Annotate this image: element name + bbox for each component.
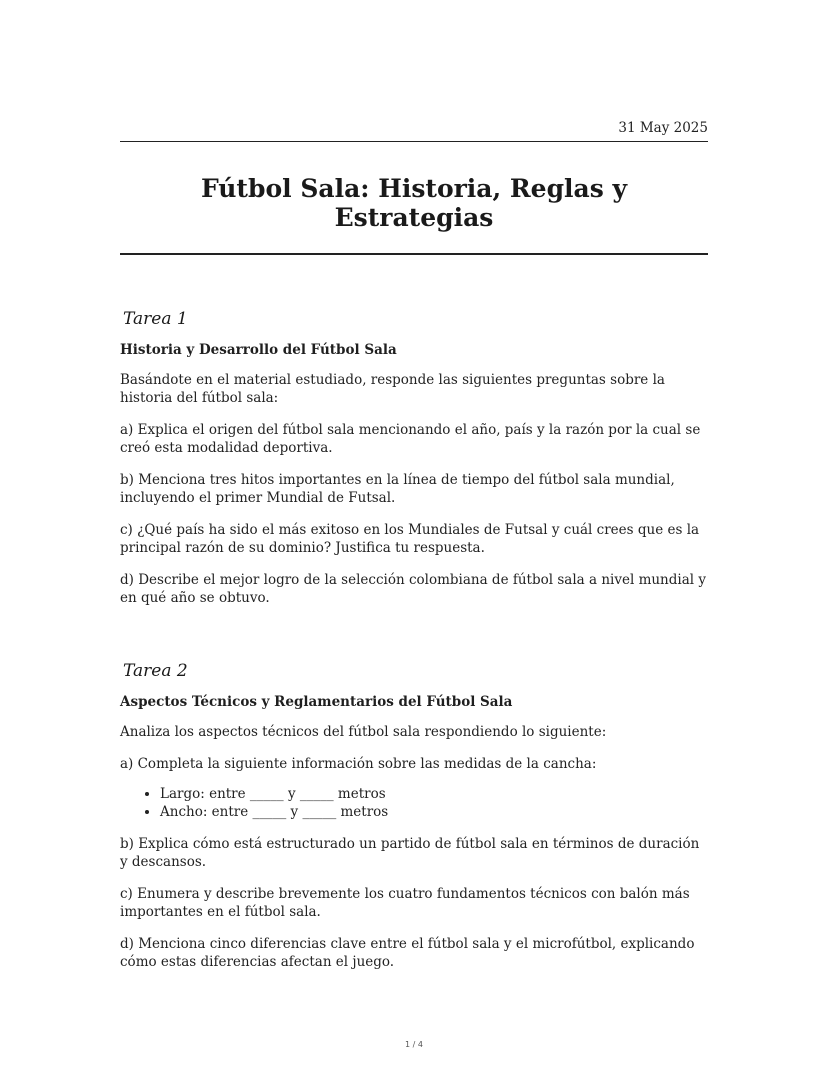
- measure-length-item: • Largo: entre _____ y _____ metros: [160, 785, 708, 803]
- court-measures-list: [120, 785, 708, 821]
- task-1-question-d: d) Describe el mejor logro de la selección colombiana de fútbol sala a nivel mundial y en qué año se obtuvo.: [120, 572, 706, 606]
- task-1-label: Tarea 1: [123, 309, 188, 329]
- page-number: 1 / 4: [405, 1040, 423, 1049]
- measure-width-item: • Ancho: entre _____ y _____ metros: [160, 803, 708, 821]
- document-title: Fútbol Sala: Historia, Reglas y Estrategias: [200, 174, 628, 232]
- header-divider: [120, 141, 708, 142]
- task-2-question-d: d) Menciona cinco diferencias clave entre el fútbol sala y el microfútbol, explicando cómo estas diferencias afectan el juego.: [120, 936, 695, 970]
- task-1-question-a: a) Explica el origen del fútbol sala mencionando el año, país y la razón por la cual se creó esta modalidad deportiva.: [120, 422, 701, 456]
- document-date: 31 May 2025: [618, 120, 708, 136]
- task-1-section: [120, 309, 708, 621]
- task-2-intro: Analiza los aspectos técnicos del fútbol sala respondiendo lo siguiente:: [120, 724, 607, 740]
- task-1-subtitle: Historia y Desarrollo del Fútbol Sala: [120, 342, 397, 358]
- task-2-question-b: b) Explica cómo está estructurado un partido de fútbol sala en términos de duración y descansos.: [120, 836, 700, 870]
- task-2-label: Tarea 2: [123, 661, 188, 681]
- task-1-question-b: b) Menciona tres hitos importantes en la línea de tiempo del fútbol sala mundial, incluyendo el primer Mundial de Futsal.: [120, 472, 675, 506]
- task-1-intro: Basándote en el material estudiado, responde las siguientes preguntas sobre la historia del fútbol sala:: [120, 372, 665, 406]
- task-1-question-c: c) ¿Qué país ha sido el más exitoso en los Mundiales de Futsal y cuál crees que es la principal razón de su dominio? Justifica tu respuesta.: [120, 522, 700, 556]
- task-2-question-c: c) Enumera y describe brevemente los cuatro fundamentos técnicos con balón más importantes en el fútbol sala.: [120, 886, 690, 920]
- task-2-section: [120, 661, 708, 985]
- task-2-question-a: a) Completa la siguiente información sobre las medidas de la cancha:: [120, 756, 597, 772]
- title-divider: [120, 253, 708, 255]
- task-2-subtitle: Aspectos Técnicos y Reglamentarios del Fútbol Sala: [120, 694, 513, 710]
